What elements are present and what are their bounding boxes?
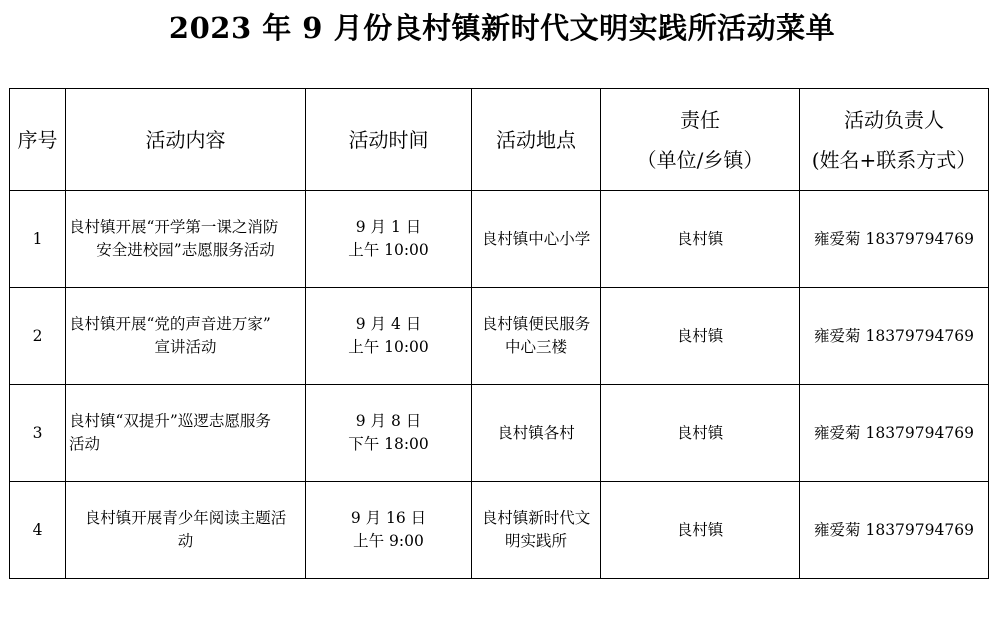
- header-responsible-line1: 责任: [680, 107, 720, 132]
- row-content: [66, 191, 306, 288]
- row-time-clock: 下午 18:00: [348, 435, 429, 453]
- row-no: 1: [10, 191, 66, 288]
- row-place: [472, 288, 601, 385]
- row-content-line1: 良村镇“双提升”巡逻志愿服务: [69, 412, 271, 430]
- row-content-line2: 安全进校园”志愿服务活动: [96, 241, 275, 259]
- header-content: 活动内容: [66, 89, 306, 191]
- table-row: [10, 288, 989, 385]
- row-place-line2: 中心三楼: [504, 338, 567, 356]
- header-leader: [800, 89, 989, 191]
- row-place-line1: 良村镇中心小学: [481, 229, 591, 248]
- row-leader: 雍爱菊 18379794769: [800, 288, 989, 385]
- row-place-line1: 良村镇各村: [497, 423, 575, 442]
- row-content-line2: 宣讲活动: [154, 338, 217, 356]
- row-time-clock: 上午 10:00: [348, 241, 429, 259]
- row-time-date: 9 月 8 日: [355, 412, 422, 430]
- row-no: 4: [10, 482, 66, 579]
- row-place: [472, 385, 601, 482]
- header-leader-line2: (姓名+联系方式）: [811, 147, 977, 172]
- table-row: [10, 385, 989, 482]
- row-responsible: 良村镇: [601, 288, 800, 385]
- page-title: 2023 年 9 月份良村镇新时代文明实践所活动菜单: [168, 11, 836, 45]
- row-time: [306, 385, 472, 482]
- header-place: 活动地点: [472, 89, 601, 191]
- row-no: 3: [10, 385, 66, 482]
- row-responsible: 良村镇: [601, 482, 800, 579]
- row-place-line2: 明实践所: [504, 532, 567, 550]
- header-time: 活动时间: [306, 89, 472, 191]
- header-leader-line1: 活动负责人: [844, 107, 944, 132]
- row-place: [472, 482, 601, 579]
- activity-table: [9, 88, 989, 579]
- row-no: 2: [10, 288, 66, 385]
- row-time: [306, 288, 472, 385]
- row-content: [66, 288, 306, 385]
- table-header-row: [10, 89, 989, 191]
- row-place-line1: 良村镇新时代文: [481, 509, 591, 527]
- row-time-date: 9 月 1 日: [355, 218, 422, 236]
- row-content-line2: 活动: [69, 435, 101, 453]
- row-time-clock: 上午 10:00: [348, 338, 429, 356]
- row-content-line1: 良村镇开展“开学第一课之消防: [69, 218, 279, 236]
- row-leader: 雍爱菊 18379794769: [800, 385, 989, 482]
- header-responsible-line2: （单位/乡镇）: [636, 147, 764, 172]
- table-row: [10, 191, 989, 288]
- row-time: [306, 191, 472, 288]
- row-content: [66, 385, 306, 482]
- row-responsible: 良村镇: [601, 385, 800, 482]
- row-place: [472, 191, 601, 288]
- row-time-clock: 上午 9:00: [353, 532, 424, 550]
- row-time-date: 9 月 16 日: [350, 509, 427, 527]
- row-content-line2: 动: [177, 532, 194, 550]
- row-content-line1: 良村镇开展“党的声音进万家”: [69, 315, 271, 333]
- row-time: [306, 482, 472, 579]
- row-time-date: 9 月 4 日: [355, 315, 422, 333]
- header-responsible: [601, 89, 800, 191]
- header-no: 序号: [10, 89, 66, 191]
- row-leader: 雍爱菊 18379794769: [800, 482, 989, 579]
- row-content-line1: 良村镇开展青少年阅读主题活: [84, 509, 287, 527]
- row-responsible: 良村镇: [601, 191, 800, 288]
- row-content: [66, 482, 306, 579]
- row-place-line1: 良村镇便民服务: [481, 315, 591, 333]
- table-row: [10, 482, 989, 579]
- row-leader: 雍爱菊 18379794769: [800, 191, 989, 288]
